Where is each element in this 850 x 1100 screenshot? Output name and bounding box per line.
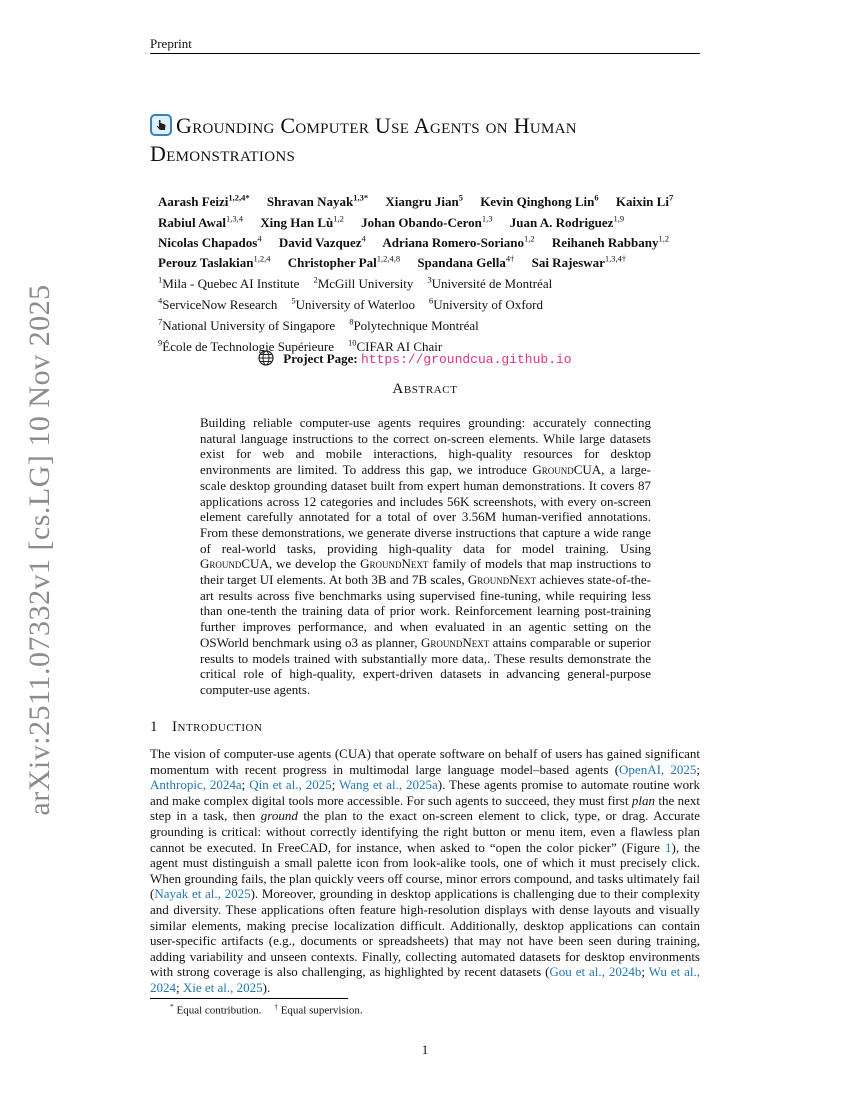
citation-link[interactable]: Anthropic, 2024a (150, 777, 242, 793)
affiliation-number: 10 (348, 337, 357, 348)
author-affiliation-marks: 1,3* (353, 193, 369, 203)
section-title: Introduction (172, 719, 263, 735)
small-caps-name: GroundNext (467, 572, 537, 588)
author (510, 215, 624, 230)
affiliation-name: University of Waterloo (295, 297, 415, 313)
author-name: Johan Obando-Ceron (361, 214, 482, 230)
affiliation-name: Mila - Quebec AI Institute (162, 276, 300, 292)
globe-icon (258, 350, 274, 366)
author-affiliation-marks: 1,2 (658, 233, 670, 244)
author-list (158, 190, 718, 271)
footnote-equal-supervision: Equal supervision. (280, 1004, 363, 1017)
affiliation (158, 318, 335, 333)
author-name: Spandana Gella (417, 255, 506, 271)
author-affiliation-marks: 1,2,4* (228, 193, 250, 203)
author-affiliation-marks: 1,2 (333, 213, 344, 224)
author-name: Kevin Qinghong Lin (480, 194, 595, 210)
citation-link[interactable]: Wu et al., 2024 (150, 964, 700, 995)
project-page-link[interactable]: https://groundcua.github.io (360, 352, 572, 367)
affiliation-name: Polytechnique Montréal (353, 317, 479, 333)
author-name: Christopher Pal (287, 255, 377, 271)
author-affiliation-marks: 1,2 (524, 233, 535, 244)
affiliation (313, 276, 413, 291)
small-caps-name: GroundCUA (532, 462, 602, 478)
affiliation (158, 297, 277, 312)
small-caps-name: GroundNext (420, 634, 490, 650)
affiliation-row (158, 293, 718, 314)
author-name: Sai Rajeswar (531, 255, 605, 271)
affiliation-number: 8 (349, 316, 354, 327)
author (382, 235, 534, 250)
affiliation-name: National University of Singapore (162, 317, 336, 333)
affiliation-number: 3 (427, 275, 432, 285)
affiliation-list (158, 272, 718, 355)
project-page-line (258, 350, 572, 367)
affiliation-name: ServiceNow Research (162, 297, 278, 313)
author (158, 215, 243, 230)
affiliation (429, 297, 543, 312)
affiliation-number: 4 (158, 295, 163, 306)
author-name: David Vazquez (278, 234, 362, 250)
affiliation (427, 276, 552, 291)
author (279, 235, 366, 250)
affiliation (158, 276, 299, 291)
affiliation (349, 318, 479, 333)
small-caps-name: GroundNext (360, 556, 429, 572)
pointer-icon (150, 114, 172, 136)
arxiv-stamp: arXiv:2511.07332v1 [cs.LG] 10 Nov 2025 (23, 284, 56, 816)
author-affiliation-marks: 7 (668, 193, 674, 203)
abstract-text: Building reliable computer-use agents requires grounding: accurately connecting natural language instructions to the correct on-screen elements. While large datasets exist for web and mobile interactions, high-quality resources for desktop environments are limited. To address this gap, we introduce GroundCUA, a large-scale desktop grounding dataset built from expert human demonstrations. It covers 87 applications across 12 categories and includes 56K screenshots, with every on-screen element carefully annotated for a total of over 3.56M human-verified annotations. From these demonstrations, we generate diverse instructions that capture a wide range of real-world tasks, providing high-quality data for model training. Using GroundCUA, we develop the GroundNext family of models that map instructions to their target UI elements. At both 3B and 7B scales, GroundNext achieves state-of-the-art results across five benchmarks using supervised fine-tuning, while requiring less than one-tenth the training data of prior work. Reinforcement learning post-training further improves performance, and when evaluated in an agentic setting on the OSWorld benchmark using o3 as planner, GroundNext attains comparable or superior results to models trained with substantially more data,. These results demonstrate the critical role of high-quality, expert-driven datasets in advancing general-purpose computer-use agents. (200, 415, 652, 697)
footnote-rule (150, 998, 348, 999)
citation-link[interactable]: Gou et al., 2024b (549, 964, 642, 980)
author (361, 215, 492, 230)
emphasis: plan (631, 792, 655, 808)
author-affiliation-marks: 1,3,4† (604, 253, 627, 264)
author-name: Juan A. Rodriguez (509, 214, 614, 230)
paper-title-block (150, 112, 710, 168)
author-name: Xing Han Lù (260, 214, 334, 230)
affiliation-number: 2 (313, 275, 318, 285)
section-heading (150, 719, 262, 736)
citation-link[interactable]: 1 (665, 839, 672, 855)
citation-link[interactable]: Qin et al., 2025 (249, 777, 332, 793)
affiliation-row (158, 314, 718, 335)
paper-title: Grounding Computer Use Agents on Human Demonstrations (150, 113, 577, 166)
author (385, 194, 463, 209)
running-header: Preprint (150, 36, 192, 51)
author-affiliation-marks: 4 (257, 233, 262, 244)
author-affiliation-marks: 1,3 (481, 213, 493, 224)
author (417, 255, 514, 270)
footnote-symbol: † (274, 1002, 278, 1011)
author-affiliation-marks: 1,2,4,8 (376, 253, 401, 264)
author (616, 194, 673, 209)
affiliation (291, 297, 415, 312)
author-affiliation-marks: 4† (505, 253, 515, 264)
project-page-label: Project Page: (283, 351, 358, 366)
introduction-text: The vision of computer-use agents (CUA) that operate software on behalf of users has gained significant momentum with recent progress in multimodal large language model–based agents (OpenAI, 2025; Anthropic, 2024a; Qin et al., 2025; Wang et al., 2025a). These agents promise to automate routine work and make complex digital tools more accessible. For such agents to succeed, they must first plan the next step in a task, then ground the plan to the exact on-screen element to click, type, or drag. Accurate grounding is critical: without correctly identifying the right button or menu item, even a flawless plan cannot be executed. In FreeCAD, for instance, when asked to “open the color picker” (Figure 1), the agent must distinguish a small palette icon from look-alike tools, one of which it must precisely click. When grounding fails, the plan quickly veers off course, minor errors compound, and tasks ultimately fail (Nayak et al., 2025). Moreover, grounding in desktop applications is challenging due to their complexity and diversity. These applications often feature high-resolution displays with dense layouts and visually similar elements, making precise localization difficult. Additionally, desktop applications can contain user-specific artifacts (e.g., documents or spreadsheets) that may not have been seen during training, adding variability and unseen contexts. Finally, collecting automated datasets for desktop environments with strong coverage is also challenging, as highlighted by recent datasets (Gou et al., 2024b; Wu et al., 2024; Xie et al., 2025). (150, 746, 701, 995)
author (158, 255, 270, 270)
author-name: Shravan Nayak (266, 194, 354, 210)
affiliation-number: 6 (428, 295, 434, 306)
abstract-heading: Abstract (392, 381, 458, 397)
author (552, 235, 669, 250)
affiliation-number: 1 (158, 275, 163, 285)
author-affiliation-marks: 1,3,4 (226, 213, 244, 224)
author (288, 255, 400, 270)
emphasis: ground (260, 808, 298, 824)
citation-link[interactable]: Wang et al., 2025a (339, 777, 438, 793)
affiliation-name: CIFAR AI Chair (356, 338, 443, 354)
citation-link[interactable]: OpenAI, 2025 (619, 761, 697, 777)
affiliation-name: Université de Montréal (431, 276, 553, 292)
author-affiliation-marks: 5 (458, 193, 463, 203)
author-affiliation-marks: 4 (361, 233, 366, 244)
citation-link[interactable]: Xie et al., 2025 (182, 979, 263, 995)
affiliation-number: 5 (291, 295, 296, 306)
citation-link[interactable]: Nayak et al., 2025 (154, 886, 251, 902)
header-rule (150, 53, 700, 54)
author-name: Perouz Taslakian (158, 255, 254, 271)
author-name: Adriana Romero-Soriano (382, 234, 525, 250)
footnote-equal-contribution: Equal contribution. (176, 1004, 262, 1017)
footnotes (170, 1002, 363, 1017)
affiliation-number: 9 (158, 337, 163, 348)
author-affiliation-marks: 1,2,4 (253, 253, 271, 264)
author (480, 194, 598, 209)
author (158, 235, 262, 250)
affiliation-row (158, 272, 718, 293)
affiliation-name: University of Oxford (433, 297, 543, 313)
affiliation-name: McGill University (317, 276, 414, 292)
page-number: 1 (421, 1042, 429, 1057)
small-caps-name: GroundCUA (200, 556, 269, 572)
affiliation-name: École de Technologie Supérieure (162, 338, 335, 354)
affiliation-number: 7 (158, 316, 163, 327)
author (532, 255, 627, 270)
author (158, 194, 250, 209)
author-affiliation-marks: 6 (594, 193, 599, 203)
author-affiliation-marks: 1,9 (613, 213, 625, 224)
author-name: Xiangru Jian (385, 194, 459, 210)
author-name: Aarash Feizi (158, 194, 229, 210)
section-number: 1 (150, 719, 158, 735)
author-name: Reihaneh Rabbany (551, 234, 659, 250)
footnote-symbol: * (170, 1002, 174, 1011)
author-name: Kaixin Li (615, 194, 669, 210)
author-name: Rabiul Awal (158, 214, 227, 230)
author (267, 194, 368, 209)
author (260, 215, 344, 230)
author-name: Nicolas Chapados (158, 234, 258, 250)
